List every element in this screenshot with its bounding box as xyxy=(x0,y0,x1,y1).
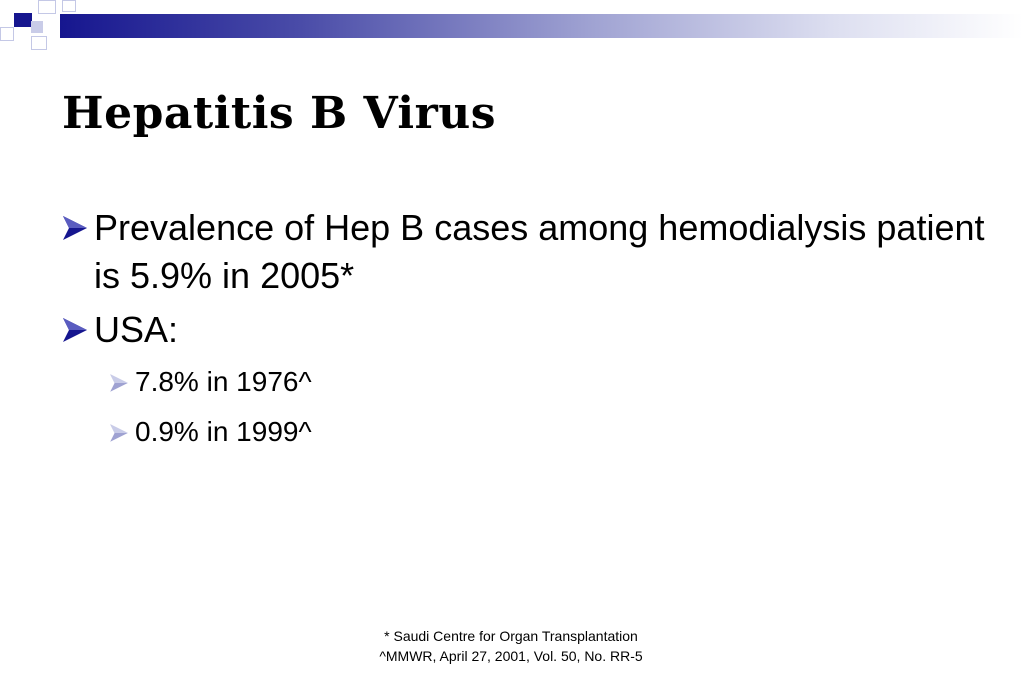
bullet-item xyxy=(60,204,1000,300)
footnote-block xyxy=(360,626,662,666)
bullet-item xyxy=(60,306,1000,354)
bullet-list xyxy=(60,204,1000,464)
sub-bullet-text: 7.8% in 1976^ xyxy=(135,366,312,397)
sub-bullet-item xyxy=(60,414,1000,450)
sub-bullet-text: 0.9% in 1999^ xyxy=(135,416,312,447)
bullet-text: USA: xyxy=(94,309,179,350)
footnote-line: ^MMWR, April 27, 2001, Vol. 50, No. RR-5 xyxy=(379,648,643,664)
arrow-bullet-icon xyxy=(108,422,130,444)
arrow-bullet-icon xyxy=(108,372,130,394)
arrow-bullet-icon xyxy=(60,315,90,345)
header-gradient-bar xyxy=(60,14,1023,38)
header-decoration-square xyxy=(0,27,14,41)
header-decoration-square xyxy=(31,36,47,50)
header-decoration-square xyxy=(31,21,43,33)
arrow-bullet-icon xyxy=(60,213,90,243)
bullet-text: Prevalence of Hep B cases among hemodialysis patient is 5.9% in 2005* xyxy=(94,207,985,296)
header-decoration-square xyxy=(62,0,76,12)
header-decoration-square xyxy=(38,0,56,14)
sub-bullet-item xyxy=(60,364,1000,400)
footnote-line: * Saudi Centre for Organ Transplantation xyxy=(384,628,638,644)
header-decoration-square xyxy=(14,13,32,27)
slide-title: Hepatitis B Virus xyxy=(62,88,497,139)
